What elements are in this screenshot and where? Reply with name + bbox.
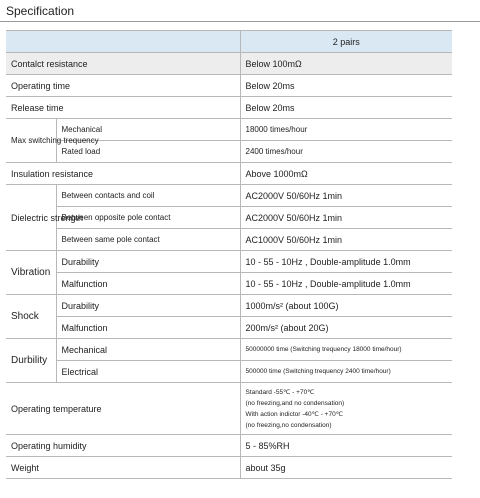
section-title: Specification [6, 4, 75, 18]
max-switching-mechanical-value: 18000 times/hour [240, 119, 452, 141]
temp-indicator-note: (no freezing,no condensation) [245, 421, 332, 429]
vibration-durability-value: 10 - 55 - 10Hz , Double-amplitude 1.0mm [240, 251, 452, 273]
dielectric-row3-value: AC1000V 50/60Hz 1min [240, 229, 452, 251]
dielectric-row2-label: Between opposite pole contact [56, 207, 240, 229]
dielectric-row1-label: Between contacts and coil [56, 185, 240, 207]
table-row [6, 185, 452, 207]
table-row [6, 361, 452, 383]
insulation-value: Above 1000mΩ [240, 163, 452, 185]
operating-humidity-value: 5 - 85%RH [240, 435, 452, 457]
dielectric-row1-value: AC2000V 50/60Hz 1min [240, 185, 452, 207]
max-switching-rated-value: 2400 times/hour [240, 141, 452, 163]
temp-standard-note: (no freezing,and no condensation) [245, 399, 345, 407]
vibration-durability-label: Durability [56, 251, 240, 273]
dielectric-row3-label: Between same pole contact [56, 229, 240, 251]
shock-durability-value: 1000m/s² (about 100G) [240, 295, 452, 317]
table-row [6, 163, 452, 185]
table-row [6, 339, 452, 361]
operating-humidity-label: Operating humidity [6, 435, 240, 457]
vibration-label: Vibration [6, 251, 56, 295]
vibration-malfunction-value: 10 - 55 - 10Hz , Double-amplitude 1.0mm [240, 273, 452, 295]
max-switching-rated-label: Rated load [56, 141, 240, 163]
table-row [6, 229, 452, 251]
release-time-value: Below 20ms [240, 97, 452, 119]
contact-resistance-value: Below 100mΩ [240, 53, 452, 75]
shock-malfunction-value: 200m/s² (about 20G) [240, 317, 452, 339]
table-row [6, 383, 452, 435]
table-header-row [6, 31, 452, 53]
header-2-pairs: 2 pairs [240, 31, 452, 53]
table-row [6, 97, 452, 119]
table-row [6, 207, 452, 229]
temp-standard-line: Standard -55℃ - +70℃ [245, 388, 315, 396]
release-time-label: Release time [6, 97, 240, 119]
table-row [6, 75, 452, 97]
insulation-label: Insulation resistance [6, 163, 240, 185]
durbility-mechanical-label: Mechanical [56, 339, 240, 361]
operating-time-value: Below 20ms [240, 75, 452, 97]
shock-durability-label: Durability [56, 295, 240, 317]
title-divider [0, 21, 480, 22]
header-blank-cell [6, 31, 240, 53]
operating-temperature-label: Operating temperature [6, 383, 240, 435]
specification-table [6, 30, 452, 479]
temp-indicator-line: With action indictor -40℃ - +70℃ [245, 410, 344, 418]
table-row [6, 53, 452, 75]
table-row [6, 457, 452, 479]
shock-label: Shock [6, 295, 56, 339]
max-switching-mechanical-label: Mechanical [56, 119, 240, 141]
table-row [6, 251, 452, 273]
shock-malfunction-label: Malfunction [56, 317, 240, 339]
weight-value: about 35g [240, 457, 452, 479]
durbility-electrical-label: Electrical [56, 361, 240, 383]
dielectric-row2-value: AC2000V 50/60Hz 1min [240, 207, 452, 229]
dielectric-label: Dielectric strength [6, 185, 56, 251]
table-row [6, 435, 452, 457]
table-row [6, 295, 452, 317]
contact-resistance-label: Contalct resistance [6, 53, 240, 75]
operating-temperature-value [240, 383, 452, 435]
weight-label: Weight [6, 457, 240, 479]
table-row [6, 273, 452, 295]
vibration-malfunction-label: Malfunction [56, 273, 240, 295]
durbility-label: Durbility [6, 339, 56, 383]
operating-time-label: Operating time [6, 75, 240, 97]
durbility-mechanical-value: 50000000 time (Switching trequency 18000 time/hour) [240, 339, 452, 361]
table-row [6, 119, 452, 141]
table-row [6, 317, 452, 339]
durbility-electrical-value: 500000 time (Switching trequency 2400 time/hour) [240, 361, 452, 383]
max-switching-label: Max switching trequency [6, 119, 56, 163]
